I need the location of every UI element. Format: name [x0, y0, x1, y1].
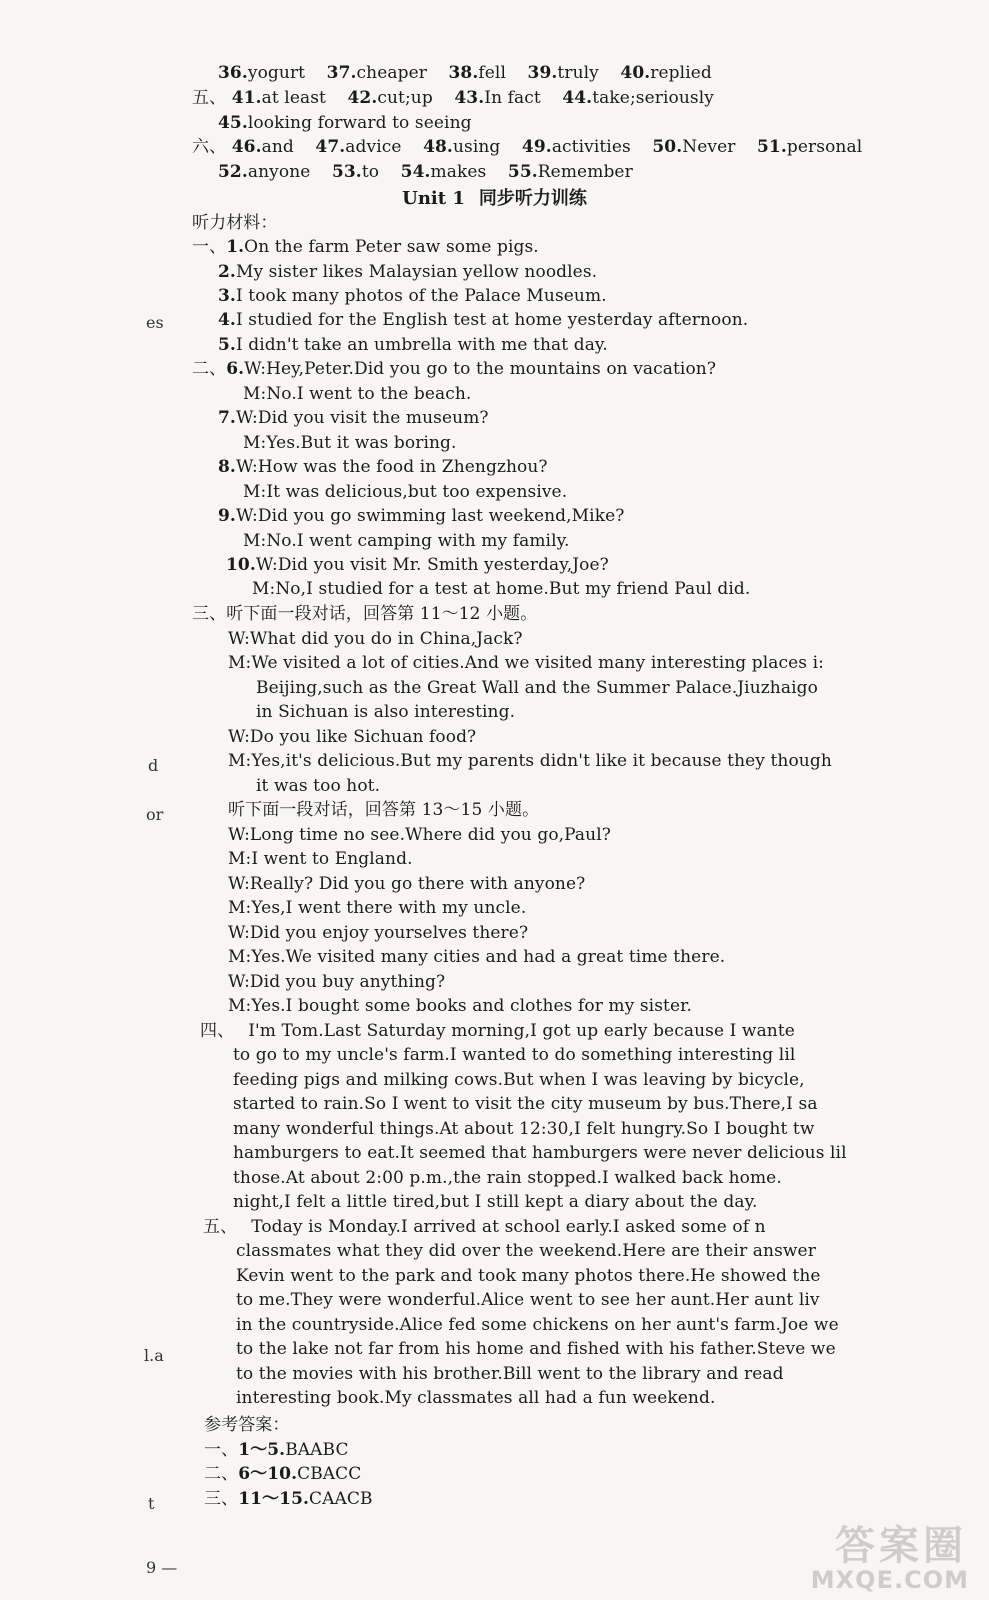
- section2-item-6-m: M:No.I went to the beach.: [243, 384, 472, 404]
- section2-item-9-w: 9.W:Did you go swimming last weekend,Mike?: [218, 506, 625, 526]
- section5-line: to the lake not far from his home and fished with his father.Steve we: [236, 1339, 836, 1359]
- section2-item-6-w: 二、6.W:Hey,Peter.Did you go to the mountains on vacation?: [192, 359, 717, 379]
- reference-row: 一、1～5.BAABC: [204, 1440, 349, 1460]
- watermark-text-bottom: MXQE.COM: [810, 1566, 969, 1594]
- answer-row-52-55: 52.anyone 53.to 54.makes 55.Remember: [218, 162, 633, 182]
- section4-line: feeding pigs and milking cows.But when I was leaving by bicycle,: [233, 1070, 805, 1090]
- section4-line: those.At about 2:00 p.m.,the rain stopped.I walked back home.: [233, 1168, 782, 1188]
- section2-item-7-m: M:Yes.But it was boring.: [243, 433, 457, 453]
- section3-dialog2-line: M:Yes.We visited many cities and had a great time there.: [228, 947, 726, 967]
- margin-fragment: l.a: [144, 1346, 164, 1365]
- section1-item-2: 2.My sister likes Malaysian yellow noodles.: [218, 262, 598, 282]
- section3-dialog1-line: it was too hot.: [256, 776, 381, 796]
- section2-item-9-m: M:No.I went camping with my family.: [243, 531, 570, 551]
- section4-line: hamburgers to eat.It seemed that hamburgers were never delicious lil: [233, 1143, 847, 1163]
- section4-line: 四、 I'm Tom.Last Saturday morning,I got up early because I wante: [200, 1021, 795, 1041]
- page-number: 9 —: [146, 1558, 178, 1577]
- section3-intro-2: 听下面一段对话，回答第 13～15 小题。: [228, 800, 540, 820]
- section5-line: in the countryside.Alice fed some chickens on her aunt's farm.Joe we: [236, 1315, 839, 1335]
- margin-fragment: es: [146, 313, 164, 332]
- section2-item-7-w: 7.W:Did you visit the museum?: [218, 408, 489, 428]
- unit-title: [0, 187, 989, 211]
- section1-item-4: 4.I studied for the English test at home yesterday afternoon.: [218, 310, 749, 330]
- answer-row-45: 45.looking forward to seeing: [218, 113, 472, 133]
- watermark-logo: [767, 1514, 977, 1594]
- section5-line: to me.They were wonderful.Alice went to see her aunt.Her aunt liv: [236, 1290, 820, 1310]
- section3-dialog1-line: M:Yes,it's delicious.But my parents didn't like it because they though: [228, 751, 832, 771]
- section3-dialog1-line: in Sichuan is also interesting.: [256, 702, 516, 722]
- unit-label: Unit 1: [402, 188, 465, 209]
- section3-dialog2-line: W:Really? Did you go there with anyone?: [228, 874, 586, 894]
- section2-item-8-m: M:It was delicious,but too expensive.: [243, 482, 568, 502]
- section2-item-10-m: M:No,I studied for a test at home.But my friend Paul did.: [252, 579, 751, 599]
- reference-row: 三、11～15.CAACB: [204, 1489, 373, 1509]
- answer-row-41-44: 五、 41.at least 42.cut;up 43.In fact 44.take;seriously: [192, 88, 714, 108]
- answer-row-36-40: 36.yogurt 37.cheaper 38.fell 39.truly 40.replied: [218, 63, 712, 83]
- section3-dialog1-line: M:We visited a lot of cities.And we visited many interesting places i:: [228, 653, 824, 673]
- section3-intro-1: 三、听下面一段对话，回答第 11～12 小题。: [192, 604, 538, 624]
- section1-item-5: 5.I didn't take an umbrella with me that day.: [218, 335, 608, 355]
- section3-dialog1-line: Beijing,such as the Great Wall and the Summer Palace.Jiuzhaigo: [256, 678, 818, 698]
- section3-dialog1-line: W:Do you like Sichuan food?: [228, 727, 477, 747]
- section5-line: classmates what they did over the weekend.Here are their answer: [236, 1241, 816, 1261]
- section3-dialog2-line: W:Did you buy anything?: [228, 972, 446, 992]
- section5-line: 五、 Today is Monday.I arrived at school early.I asked some of n: [203, 1217, 766, 1237]
- section5-line: to the movies with his brother.Bill went to the library and read: [236, 1364, 784, 1384]
- answer-row-46-51: 六、 46.and 47.advice 48.using 49.activities 50.Never 51.personal: [192, 137, 863, 157]
- reference-heading: 参考答案：: [204, 1415, 290, 1435]
- section1-item-3: 3.I took many photos of the Palace Museum.: [218, 286, 607, 306]
- section3-dialog2-line: M:I went to England.: [228, 849, 413, 869]
- section3-dialog2-line: W:Did you enjoy yourselves there?: [228, 923, 529, 943]
- material-heading: 听力材料：: [192, 213, 278, 233]
- section3-dialog2-line: M:Yes.I bought some books and clothes for my sister.: [228, 996, 693, 1016]
- section4-line: many wonderful things.At about 12:30,I felt hungry.So I bought tw: [233, 1119, 815, 1139]
- section5-line: interesting book.My classmates all had a fun weekend.: [236, 1388, 716, 1408]
- margin-fragment: d: [148, 756, 159, 775]
- section4-line: night,I felt a little tired,but I still kept a diary about the day.: [233, 1192, 758, 1212]
- margin-fragment: t: [148, 1494, 155, 1513]
- section3-dialog1-line: W:What did you do in China,Jack?: [228, 629, 523, 649]
- reference-row: 二、6～10.CBACC: [204, 1464, 362, 1484]
- margin-fragment: or: [146, 805, 164, 824]
- section4-line: to go to my uncle's farm.I wanted to do something interesting lil: [233, 1045, 796, 1065]
- section2-item-10-w: 10.W:Did you visit Mr. Smith yesterday,Joe?: [226, 555, 609, 575]
- section2-item-8-w: 8.W:How was the food in Zhengzhou?: [218, 457, 548, 477]
- unit-name: 同步听力训练: [478, 188, 587, 209]
- section3-dialog2-line: M:Yes,I went there with my uncle.: [228, 898, 527, 918]
- section4-line: started to rain.So I went to visit the city museum by bus.There,I sa: [233, 1094, 818, 1114]
- watermark-text-top: 答案圈: [835, 1523, 967, 1569]
- section3-dialog2-line: W:Long time no see.Where did you go,Paul?: [228, 825, 611, 845]
- section1-item-1: 一、1.On the farm Peter saw some pigs.: [192, 237, 539, 257]
- section5-line: Kevin went to the park and took many photos there.He showed the: [236, 1266, 821, 1286]
